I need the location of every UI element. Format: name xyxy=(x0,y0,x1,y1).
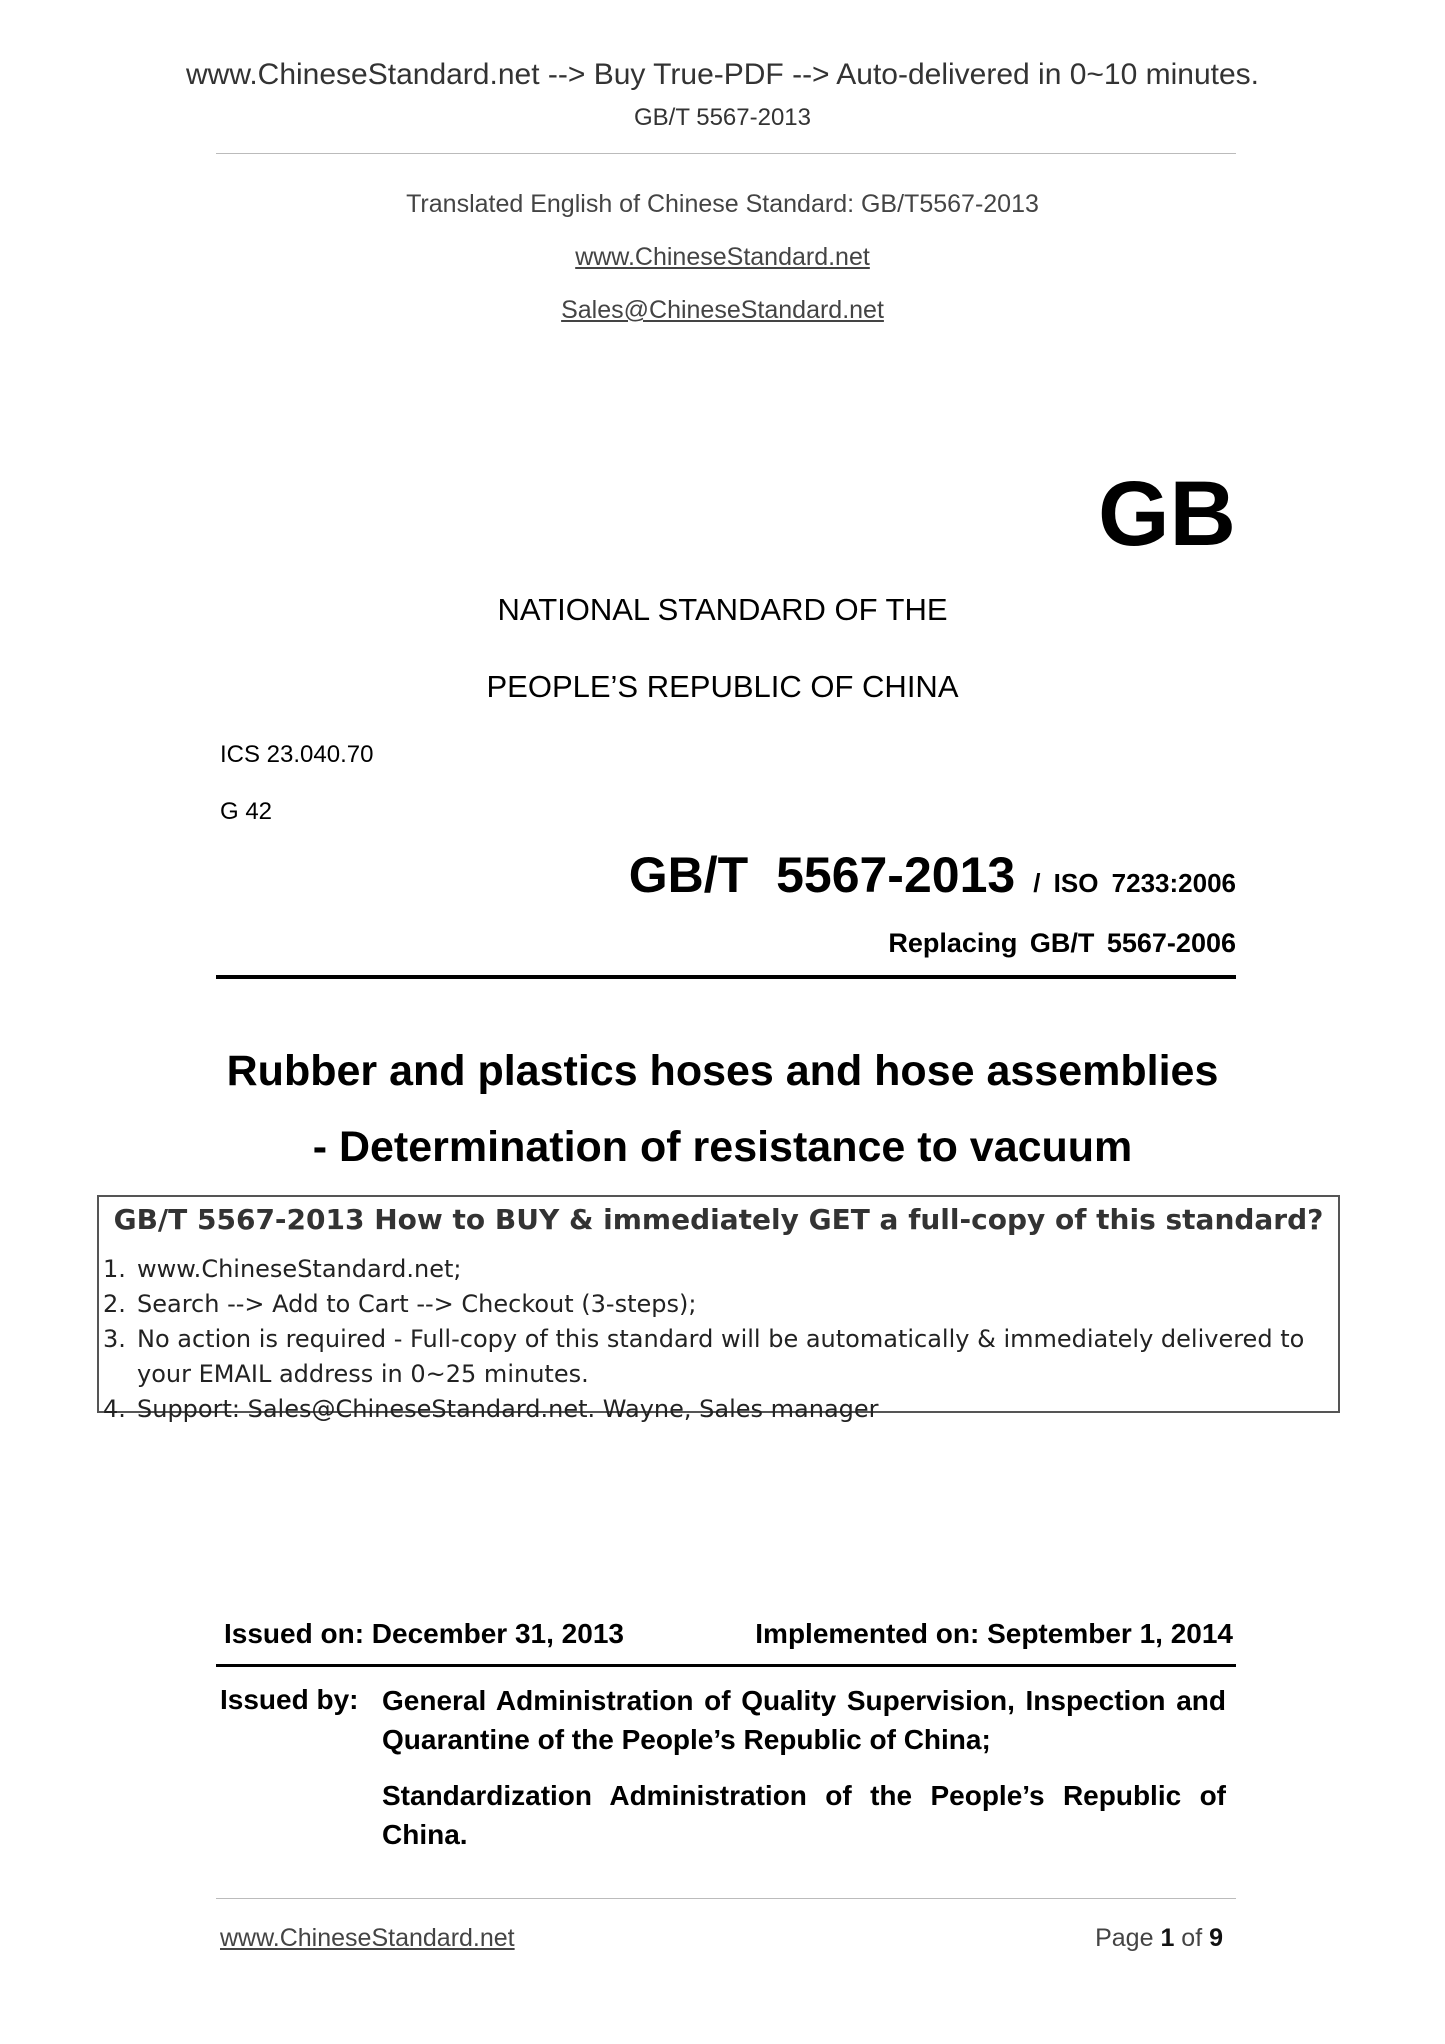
translated-notice: Translated English of Chinese Standard: GB/T5567-2013 xyxy=(406,190,1039,218)
gb-mark: GB xyxy=(1098,463,1236,565)
page-current: 1 xyxy=(1160,1924,1175,1952)
buy-step-text: Support: Sales@ChineseStandard.net. Wayne, Sales manager xyxy=(137,1395,879,1423)
page-prefix: Page xyxy=(1095,1924,1161,1952)
issue-divider xyxy=(216,1664,1236,1667)
header-standard-code: GB/T 5567-2013 xyxy=(633,104,811,131)
intro-site-link-row xyxy=(0,243,1445,272)
buy-step-number: 2. xyxy=(103,1290,126,1318)
buy-box-heading: GB/T 5567-2013 How to BUY & immediately GET a full-copy of this standard? xyxy=(113,1203,1324,1236)
buy-step xyxy=(103,1395,879,1423)
buy-step-text: Search --> Add to Cart --> Checkout (3-steps); xyxy=(137,1290,697,1318)
buy-step-continuation xyxy=(103,1360,589,1388)
header-divider xyxy=(216,153,1236,154)
buy-step-number: 3. xyxy=(103,1325,126,1353)
national-standard-line-2: PEOPLE’S REPUBLIC OF CHINA xyxy=(486,669,959,704)
document-title-line-2: - Determination of resistance to vacuum xyxy=(312,1123,1133,1171)
issued-by-label: Issued by: xyxy=(220,1684,359,1715)
site-link[interactable]: www.ChineseStandard.net xyxy=(575,243,870,271)
issued-on-date: Issued on: December 31, 2013 xyxy=(224,1618,624,1649)
sales-email-link[interactable]: Sales@ChineseStandard.net xyxy=(561,296,884,324)
buy-step xyxy=(103,1290,696,1318)
top-banner: www.ChineseStandard.net --> Buy True-PDF --> Auto-delivered in 0~10 minutes. xyxy=(185,58,1260,91)
buy-step-number: 4. xyxy=(103,1395,126,1423)
standard-number: GB/T 5567-2013 xyxy=(628,847,1016,903)
ccs-code: G 42 xyxy=(220,798,273,825)
buy-info-box xyxy=(97,1195,1340,1423)
buy-step xyxy=(103,1325,1304,1353)
standard-number-line xyxy=(629,846,1236,904)
replacing-standard: Replacing GB/T 5567-2006 xyxy=(888,928,1236,958)
issuer-aqsiq: General Administration of Quality Supervision, Inspection and Quarantine of the People’s Republic of China; xyxy=(382,1685,1226,1755)
page-total: 9 xyxy=(1209,1924,1223,1952)
buy-step-text: No action is required - Full-copy of this standard will be automatically & immediately delivered to xyxy=(137,1325,1305,1353)
buy-step-number: 1. xyxy=(103,1255,126,1283)
document-title-line-1: Rubber and plastics hoses and hose assemblies xyxy=(226,1047,1219,1095)
implemented-on-date: Implemented on: September 1, 2014 xyxy=(755,1618,1233,1649)
iso-equivalent: / ISO 7233:2006 xyxy=(1033,868,1236,898)
page-number xyxy=(1095,1924,1223,1953)
cover-divider xyxy=(216,975,1236,979)
issuer-sac: Standardization Administration of the People’s Republic of China. xyxy=(382,1780,1226,1850)
national-standard-line-1: NATIONAL STANDARD OF THE xyxy=(497,592,948,627)
buy-step-text: your EMAIL address in 0~25 minutes. xyxy=(137,1360,589,1388)
ics-code: ICS 23.040.70 xyxy=(220,741,374,768)
buy-step xyxy=(103,1255,461,1283)
page-of: of xyxy=(1174,1924,1210,1952)
intro-email-link-row xyxy=(0,296,1445,325)
footer-site-link[interactable]: www.ChineseStandard.net xyxy=(220,1924,515,1952)
footer-divider xyxy=(216,1898,1236,1899)
buy-step-text: www.ChineseStandard.net; xyxy=(137,1255,462,1283)
